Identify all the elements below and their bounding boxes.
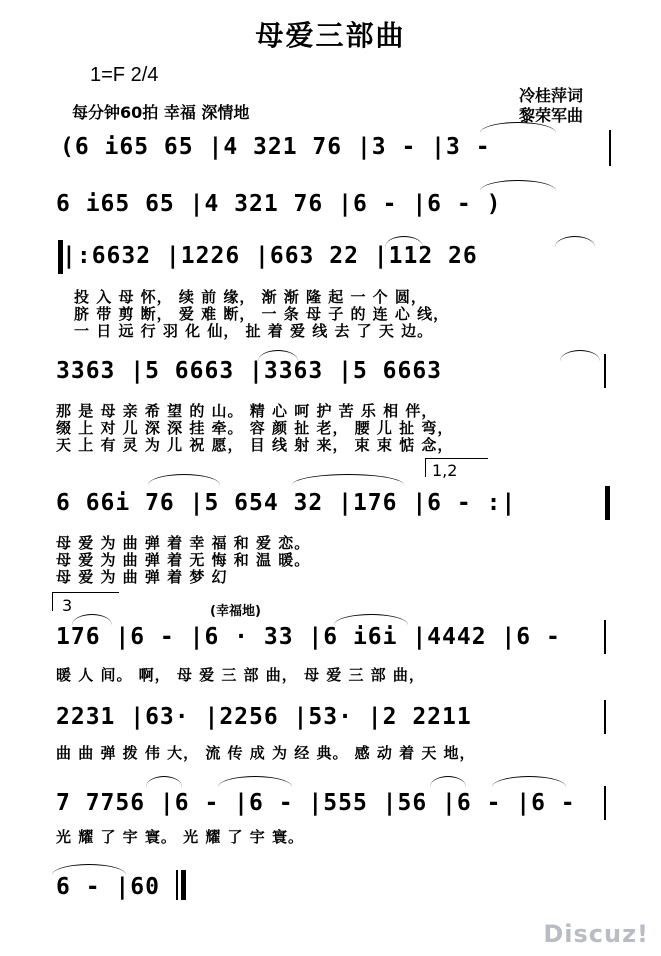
barline xyxy=(604,620,606,654)
tie xyxy=(218,776,292,787)
tie xyxy=(480,180,556,191)
barline xyxy=(604,354,606,388)
watermark: Discuz! xyxy=(543,920,649,948)
slur xyxy=(430,776,466,787)
notation-row-9: 6 - |60 xyxy=(56,874,160,900)
lyrics-row-4-verse-2: 缀 上 对 儿 深 深 挂 牵。 容 颜 扯 老， 腰 儿 扯 弯， xyxy=(56,419,454,437)
slur xyxy=(385,236,423,247)
lyrics-row-3-verse-3: 一 日 远 行 羽 化 仙， 扯 着 爱 线 去 了 天 边。 xyxy=(74,322,434,340)
slur xyxy=(146,776,182,787)
lyrics-row-4-verse-3: 天 上 有 灵 为 儿 祝 愿， 目 线 射 来， 束 束 惦 念， xyxy=(56,436,454,454)
composer-credit: 黎荣军曲 xyxy=(519,106,584,125)
barline xyxy=(604,786,606,820)
notation-row-2: 6 i65 65 |4 321 76 |6 - |6 - ) xyxy=(56,191,502,217)
lyrics-row-7: 曲 曲 弹 拨 伟 大， 流 传 成 为 经 典。 感 动 着 天 地， xyxy=(56,744,476,762)
notation-row-5: 6 66i 76 |5 654 32 |176 |6 - :| xyxy=(56,490,517,516)
lyrics-row-6: 暖 人 间。 啊， 母 爱 三 部 曲， 母 爱 三 部 曲， xyxy=(56,666,425,684)
lyrics-row-5-verse-3: 母 爱 为 曲 弹 着 梦 幻 xyxy=(56,568,228,586)
key-signature: 1=F 2/4 xyxy=(90,64,159,86)
barline xyxy=(604,700,606,734)
final-barline-thick xyxy=(181,870,186,900)
slur xyxy=(148,474,220,485)
tempo-marking: 每分钟60拍 幸福 深情地 xyxy=(72,103,250,122)
notation-row-3: |:6632 |1226 |663 22 |112 26 xyxy=(62,243,478,269)
lyrics-row-3-verse-2: 脐 带 剪 断， 爱 难 断， 一 条 母 子 的 连 心 线， xyxy=(74,305,450,323)
lyrics-row-3-verse-1: 投 入 母 怀， 续 前 缘， 渐 渐 隆 起 一 个 圆， xyxy=(74,288,427,306)
lyrics-row-8: 光 耀 了 宇 寰。 光 耀 了 宇 寰。 xyxy=(56,828,305,846)
slur xyxy=(555,236,595,247)
slur xyxy=(258,350,298,361)
slur xyxy=(292,474,404,485)
final-barline-thin xyxy=(176,870,178,900)
slur xyxy=(560,350,600,361)
volta-label-2: 3 xyxy=(62,596,73,615)
lyrics-row-5-verse-1: 母 爱 为 曲 弹 着 幸 福 和 爱 恋。 xyxy=(56,534,311,552)
notation-row-8: 7 7756 |6 - |6 - |555 |56 |6 - |6 - xyxy=(56,790,576,816)
notation-row-6: 176 |6 - |6 · 33 |6 i6i |4442 |6 - xyxy=(56,624,561,650)
volta-label-1: 1,2 xyxy=(432,461,458,480)
notation-row-1: (6 i65 65 |4 321 76 |3 - |3 - xyxy=(60,134,491,160)
tie xyxy=(492,776,566,787)
expression-mark: (幸福地) xyxy=(210,604,261,619)
notation-row-7: 2231 |63· |2256 |53· |2 2211 xyxy=(56,704,472,730)
lyrics-row-5-verse-2: 母 爱 为 曲 弹 着 无 悔 和 温 暖。 xyxy=(56,551,311,569)
notation-row-4: 3363 |5 6663 |3363 |5 6663 xyxy=(56,358,443,384)
lyricist-credit: 冷桂萍词 xyxy=(519,86,584,105)
lyrics-row-4-verse-1: 那 是 母 亲 希 望 的 山。 精 心 呵 护 苦 乐 相 伴， xyxy=(56,402,438,420)
barline xyxy=(609,130,611,166)
page-title: 母爱三部曲 xyxy=(255,19,406,52)
repeat-end-bar xyxy=(605,486,610,520)
